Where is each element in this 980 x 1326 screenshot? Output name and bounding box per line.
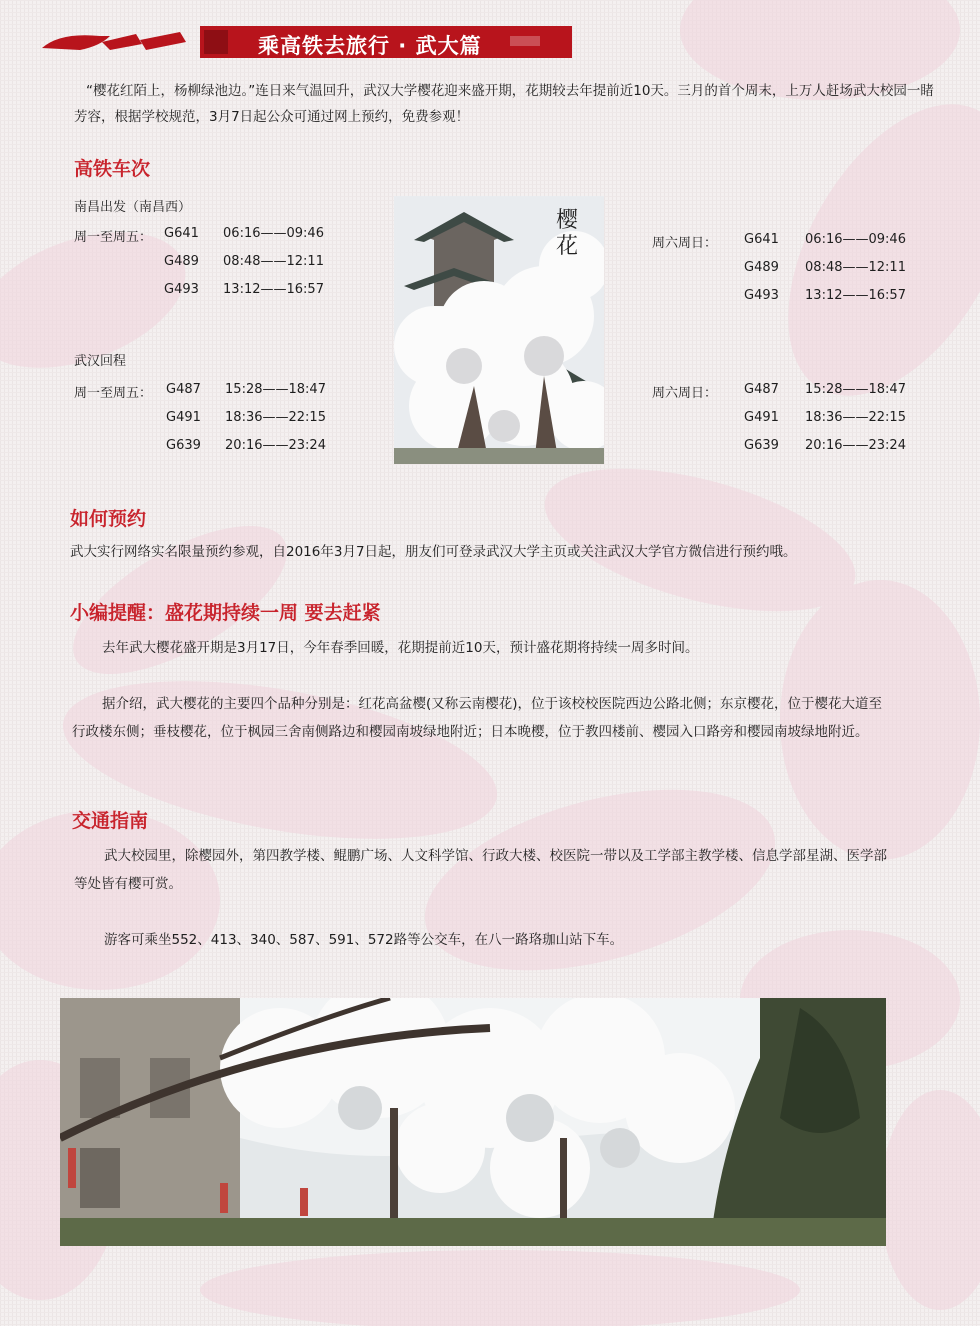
reminder-paragraph-2: 据介绍，武大樱花的主要四个品种分别是：红花高盆樱(又称云南樱花)，位于该校校医院西边公路北侧；东京樱花，位于樱花大道至行政楼东侧；垂枝樱花，位于枫园三舍南侧路边和樱园南坡绿地附近；日本晚樱，位于教四楼前、樱园入口路旁和樱园南坡绿地附近。 — [72, 696, 883, 740]
train-time: 13:12——16:57 — [223, 282, 324, 297]
schedule-row — [744, 288, 906, 303]
train-time: 20:16——23:24 — [805, 438, 906, 453]
schedule-row — [166, 410, 326, 425]
outbound-label: 南昌出发（南昌西） — [74, 200, 192, 215]
train-code: G641 — [744, 232, 779, 247]
train-code: G493 — [164, 282, 199, 297]
weekday-label: 周一至周五： — [74, 386, 153, 401]
traffic-paragraph-1: 武大校园里，除樱园外，第四教学楼、鲲鹏广场、人文科学馆、行政大楼、校医院一带以及工学部主教学楼、信息学部星湖、医学部等处皆有樱可赏。 — [74, 848, 887, 892]
train-code: G493 — [744, 288, 779, 303]
train-time: 08:48——12:11 — [805, 260, 906, 275]
weekend-label: 周六周日： — [652, 386, 718, 401]
train-time: 08:48——12:11 — [223, 254, 324, 269]
schedule-row — [164, 254, 324, 269]
train-code: G641 — [164, 226, 199, 241]
train-code: G489 — [744, 260, 779, 275]
train-code: G491 — [166, 410, 201, 425]
sakura-photo — [394, 196, 604, 464]
train-code: G639 — [744, 438, 779, 453]
train-code: G489 — [164, 254, 199, 269]
train-code: G487 — [166, 382, 201, 397]
weekday-label: 周一至周五： — [74, 230, 153, 245]
schedule-row — [164, 226, 324, 241]
schedule-row — [744, 260, 906, 275]
schedule-row — [744, 232, 906, 247]
reservation-heading: 如何预约 — [70, 508, 147, 530]
campus-sakura-photo — [60, 998, 886, 1246]
reservation-text: 武大实行网络实名限量预约参观，自2016年3月7日起，朋友们可登录武汉大学主页或关注武汉大学官方微信进行预约哦。 — [70, 544, 797, 560]
train-time: 13:12——16:57 — [805, 288, 906, 303]
return-label: 武汉回程 — [74, 354, 127, 369]
schedule-row — [164, 282, 324, 297]
reminder-heading: 小编提醒：盛花期持续一周 要去赶紧 — [70, 602, 381, 624]
train-time: 18:36——22:15 — [225, 410, 326, 425]
train-code: G639 — [166, 438, 201, 453]
campus-photo-illustration — [60, 998, 886, 1246]
schedule-row — [744, 410, 906, 425]
traffic-heading: 交通指南 — [72, 810, 149, 832]
traffic-paragraph-2: 游客可乘坐552、413、340、587、591、572路等公交车，在八一路珞珈山站下车。 — [104, 932, 624, 948]
intro-text: “樱花红陌上，杨柳绿池边。”连日来气温回升，武汉大学樱花迎来盛开期，花期较去年提前近10天。三月的首个周末，上万人赶场武大校园一睹芳容，根据学校规范，3月7日起公众可通过网上预约，免费参观！ — [74, 83, 934, 125]
train-code: G487 — [744, 382, 779, 397]
train-time: 06:16——09:46 — [805, 232, 906, 247]
train-code: G491 — [744, 410, 779, 425]
trains-heading: 高铁车次 — [74, 158, 151, 180]
weekend-label: 周六周日： — [652, 236, 718, 251]
reminder-paragraph-1: 去年武大樱花盛开期是3月17日，今年春季回暖，花期提前近10天，预计盛花期将持续一周多时间。 — [102, 640, 699, 656]
schedule-row — [744, 382, 906, 397]
train-time: 15:28——18:47 — [225, 382, 326, 397]
train-time: 15:28——18:47 — [805, 382, 906, 397]
header-title: 乘高铁去旅行 · 武大篇 — [258, 34, 482, 58]
schedule-row — [166, 438, 326, 453]
schedule-row — [166, 382, 326, 397]
train-time: 06:16——09:46 — [223, 226, 324, 241]
schedule-row — [744, 438, 906, 453]
train-time: 20:16——23:24 — [225, 438, 326, 453]
train-time: 18:36——22:15 — [805, 410, 906, 425]
photo-caption: 樱花 — [556, 208, 579, 259]
